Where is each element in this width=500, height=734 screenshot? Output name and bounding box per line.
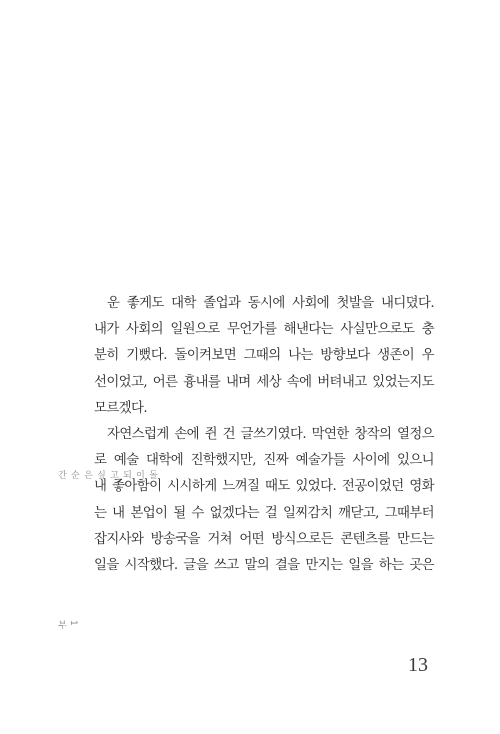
- text-line: 잡지사와 방송국을 거쳐 어떤 방식으로든 콘텐츠를 만드는: [94, 531, 434, 547]
- page-number: 13: [408, 654, 428, 676]
- part-label: 1부: [56, 620, 78, 629]
- text-line: 분히 기뻤다. 돌이켜보면 그때의 나는 방향보다 생존이 우: [94, 348, 434, 364]
- text-line: 일을 시작했다. 글을 쓰고 말의 결을 만지는 일을 하는 곳은: [94, 557, 434, 573]
- text-line: 모르겠다.: [94, 400, 147, 416]
- text-line: 선이었고, 어른 흉내를 내며 세상 속에 버텨내고 있었는지도: [94, 374, 434, 390]
- text-line: 는 내 본업이 될 수 없겠다는 걸 일찌감치 깨닫고, 그때부터: [94, 505, 434, 521]
- text-line: 자연스럽게 손에 쥔 건 글쓰기였다. 막연한 창작의 열정으: [107, 426, 434, 442]
- body-text: [94, 291, 434, 579]
- running-title: 돌이 되고 싶은 순간: [56, 470, 157, 480]
- text-line: 운 좋게도 대학 졸업과 동시에 사회에 첫발을 내디뎠다.: [107, 296, 434, 311]
- text-line: 내가 사회의 일원으로 무언가를 해낸다는 사실만으로도 충: [94, 322, 434, 338]
- text-line: 로 예술 대학에 진학했지만, 진짜 예술가들 사이에 있으니: [94, 453, 434, 469]
- text-line: 내 좋아함이 시시하게 느껴질 때도 있었다. 전공이었던 영화: [94, 479, 434, 495]
